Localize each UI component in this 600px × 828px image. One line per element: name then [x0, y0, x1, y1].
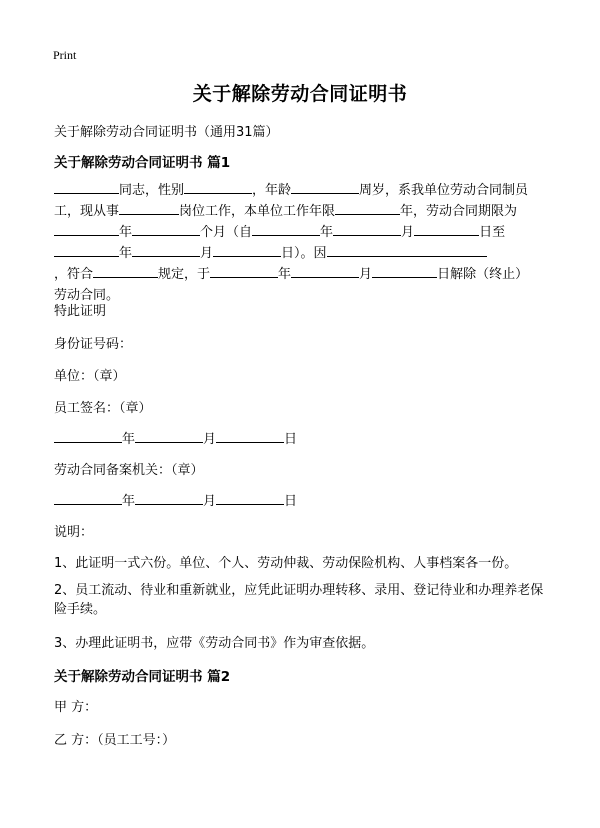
start-year-blank: [252, 222, 320, 236]
regulation-blank: [93, 264, 158, 278]
end-year-blank: [54, 243, 119, 257]
years-blank: [335, 201, 400, 215]
filing-authority-label: 劳动合同备案机关：（章）: [54, 463, 204, 478]
date1-day-blank: [216, 429, 284, 443]
release-day-blank: [372, 264, 437, 278]
document-title: 关于解除劳动合同证明书: [192, 83, 408, 105]
age-blank: [291, 180, 359, 194]
term-months-blank: [132, 222, 200, 236]
print-label: Print: [53, 48, 77, 62]
notes-label: 说明：: [54, 525, 94, 540]
date1-month-blank: [135, 429, 203, 443]
name-blank: [54, 180, 119, 194]
document-subtitle: 关于解除劳动合同证明书（通用31篇）: [54, 125, 279, 140]
date2-year-blank: [54, 491, 122, 505]
note-2: 2、员工流动、待业和重新就业，应凭此证明办理转移、录用、登记待业和办理养老保险手续。: [54, 583, 544, 617]
section2-heading: 关于解除劳动合同证明书 篇2: [54, 669, 231, 685]
unit-label: 单位：（章）: [54, 369, 126, 384]
date2-month-blank: [135, 491, 203, 505]
release-month-blank: [291, 264, 359, 278]
section1-body: 同志，性别 ，年龄 周岁，系我单位劳动合同制员 工，现从事 岗位工作，本单位工作年限 年，劳动合同期限为 年 个月（自 年 月 日至 年 月 日）。因 ，符合 规定，于 年 月 日解除（终止） 劳动合同。: [54, 180, 548, 306]
employee-sign-label: 员工签名：（章）: [54, 401, 152, 416]
start-day-blank: [414, 222, 479, 236]
note-3: 3、办理此证明书，应带《劳动合同书》作为审查依据。: [54, 636, 375, 651]
term-years-blank: [54, 222, 119, 236]
section1-heading: 关于解除劳动合同证明书 篇1: [54, 155, 231, 171]
id-number-label: 身份证号码：: [54, 337, 133, 352]
date2-day-blank: [216, 491, 284, 505]
party-b-label: 乙 方：（员工工号：）: [54, 733, 176, 748]
note-1: 1、此证明一式六份。单位、个人、劳动仲裁、劳动保险机构、人事档案各一份。: [54, 556, 518, 571]
date1-year-blank: [54, 429, 122, 443]
party-a-label: 甲 方：: [54, 700, 98, 715]
start-month-blank: [333, 222, 401, 236]
reason-blank: [327, 243, 487, 257]
release-year-blank: [210, 264, 278, 278]
certify-text: 特此证明: [54, 304, 107, 319]
date-line-1: 年 月 日: [54, 428, 297, 447]
gender-blank: [184, 180, 252, 194]
date-line-2: 年 月 日: [54, 490, 297, 509]
end-month-blank: [132, 243, 200, 257]
end-day-blank: [213, 243, 281, 257]
position-blank: [119, 201, 179, 215]
